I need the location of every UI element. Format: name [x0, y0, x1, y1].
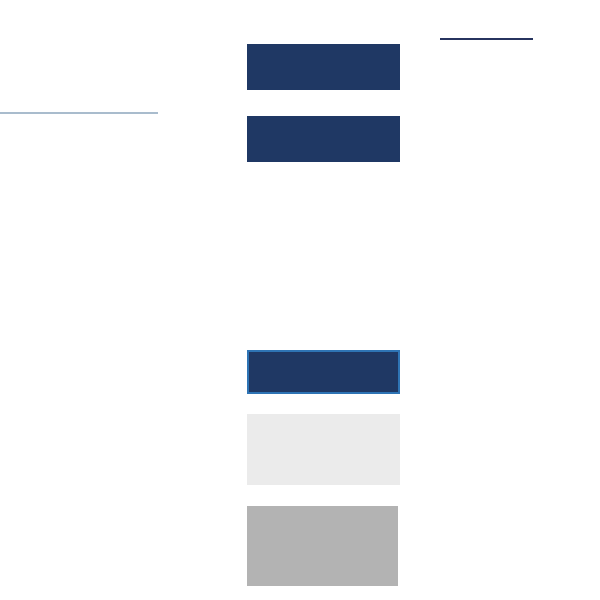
spec-line-height — [0, 155, 54, 173]
label-box-lazer — [247, 414, 400, 485]
tower-diagram — [440, 38, 533, 40]
label-box-terreo — [247, 506, 398, 586]
label-box-tipo-master — [247, 116, 400, 162]
title-underline — [0, 112, 158, 114]
label-box-diferenciado — [247, 350, 400, 394]
tower-header-sul — [440, 28, 487, 37]
tower-header-norte — [487, 28, 533, 37]
label-box-duplex — [247, 44, 400, 90]
